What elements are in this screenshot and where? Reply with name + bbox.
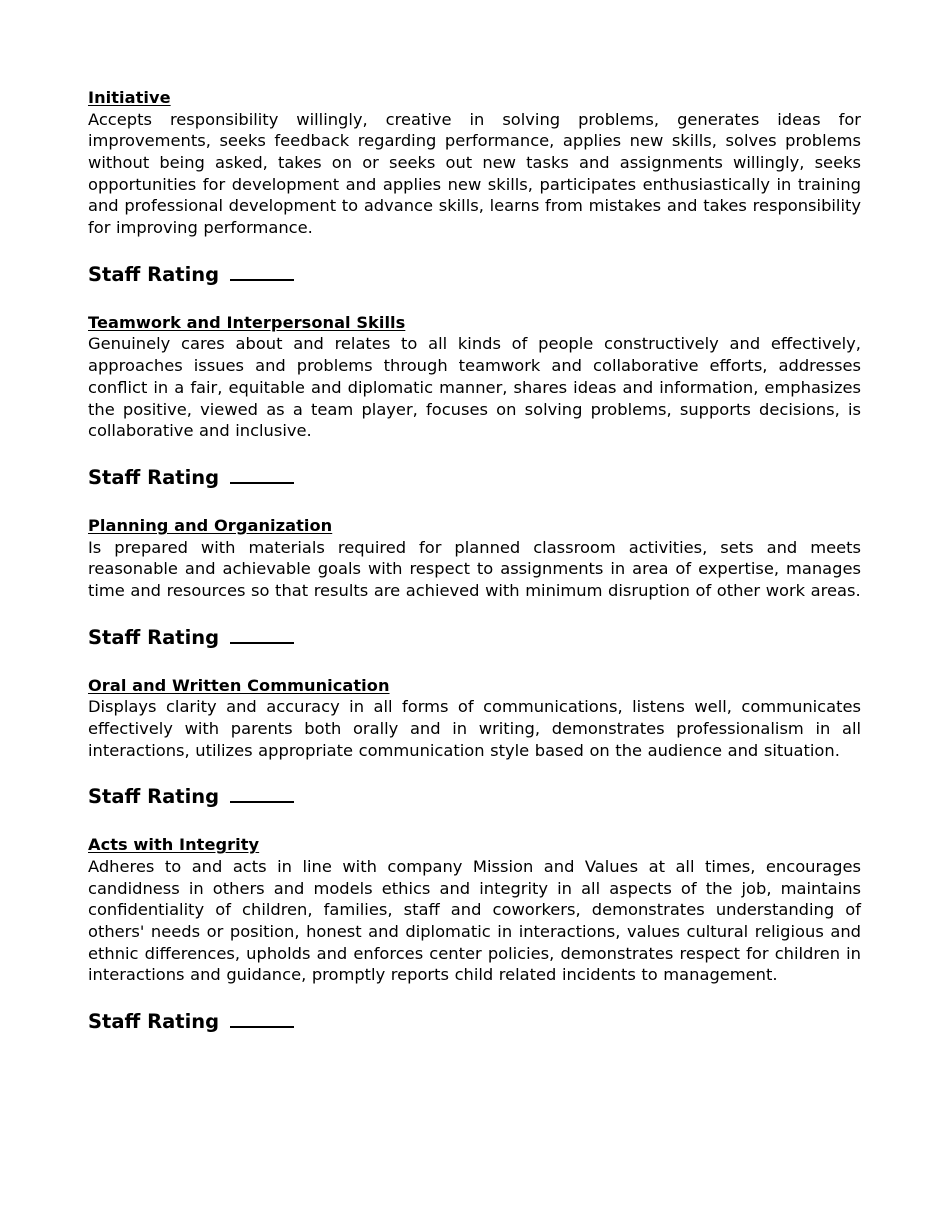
section-teamwork — [88, 312, 861, 515]
staff-rating-label: Staff Rating — [88, 625, 220, 649]
section-communication — [88, 675, 861, 835]
section-description: Is prepared with materials required for planned classroom activities, sets and meets reasonable and achievable goals with respect to assignments in area of expertise, manages time and resources so that results are achieved with minimum disruption of other work areas. — [88, 537, 861, 600]
staff-rating-blank[interactable] — [230, 465, 294, 484]
section-planning — [88, 515, 861, 675]
staff-rating-row — [88, 1009, 861, 1034]
section-description: Adheres to and acts in line with company Mission and Values at all times, encourages candidness in others and models ethics and integrity in all aspects of the job, maintains confidentiality of children, families, staff and coworkers, demonstrates understanding of others' needs or position, honest and diplomatic in interactions, values cultural religious and ethnic differences, upholds and enforces center policies, demonstrates respect for children in interactions and guidance, promptly reports child related incidents to management. — [88, 856, 861, 985]
staff-rating-label: Staff Rating — [88, 785, 220, 809]
staff-rating-label: Staff Rating — [88, 465, 220, 489]
section-description: Accepts responsibility willingly, creative in solving problems, generates ideas for improvements, seeks feedback regarding performance, applies new skills, solves problems without being asked, takes on or seeks out new tasks and assignments willingly, seeks opportunities for development and applies new skills, participates enthusiastically in training and professional development to advance skills, learns from mistakes and takes responsibility for improving performance. — [88, 109, 861, 238]
section-heading: Oral and Written Communication — [88, 675, 390, 695]
evaluation-form — [88, 87, 861, 1034]
staff-rating-row — [88, 625, 861, 650]
section-heading: Planning and Organization — [88, 515, 333, 535]
staff-rating-row — [88, 262, 861, 287]
section-heading: Acts with Integrity — [88, 835, 260, 855]
section-description: Genuinely cares about and relates to all kinds of people constructively and effectively, approaches issues and problems through teamwork and collaborative efforts, addresses conflict in a fair, equitable and diplomatic manner, shares ideas and information, emphasizes the positive, viewed as a team player, focuses on solving problems, supports decisions, is collaborative and inclusive. — [88, 334, 861, 441]
section-description: Displays clarity and accuracy in all forms of communications, listens well, communicates effectively with parents both orally and in writing, demonstrates professionalism in all interactions, utilizes appropriate communication style based on the audience and situation. — [88, 697, 861, 760]
staff-rating-blank[interactable] — [230, 625, 294, 644]
staff-rating-label: Staff Rating — [88, 262, 220, 286]
section-heading: Teamwork and Interpersonal Skills — [88, 312, 406, 332]
staff-rating-row — [88, 784, 861, 809]
section-initiative — [88, 87, 861, 312]
section-heading: Initiative — [88, 88, 171, 107]
section-integrity — [88, 834, 861, 1034]
staff-rating-label: Staff Rating — [88, 1010, 220, 1034]
staff-rating-blank[interactable] — [230, 1009, 294, 1028]
staff-rating-blank[interactable] — [230, 784, 294, 803]
staff-rating-blank[interactable] — [230, 262, 294, 281]
staff-rating-row — [88, 465, 861, 490]
